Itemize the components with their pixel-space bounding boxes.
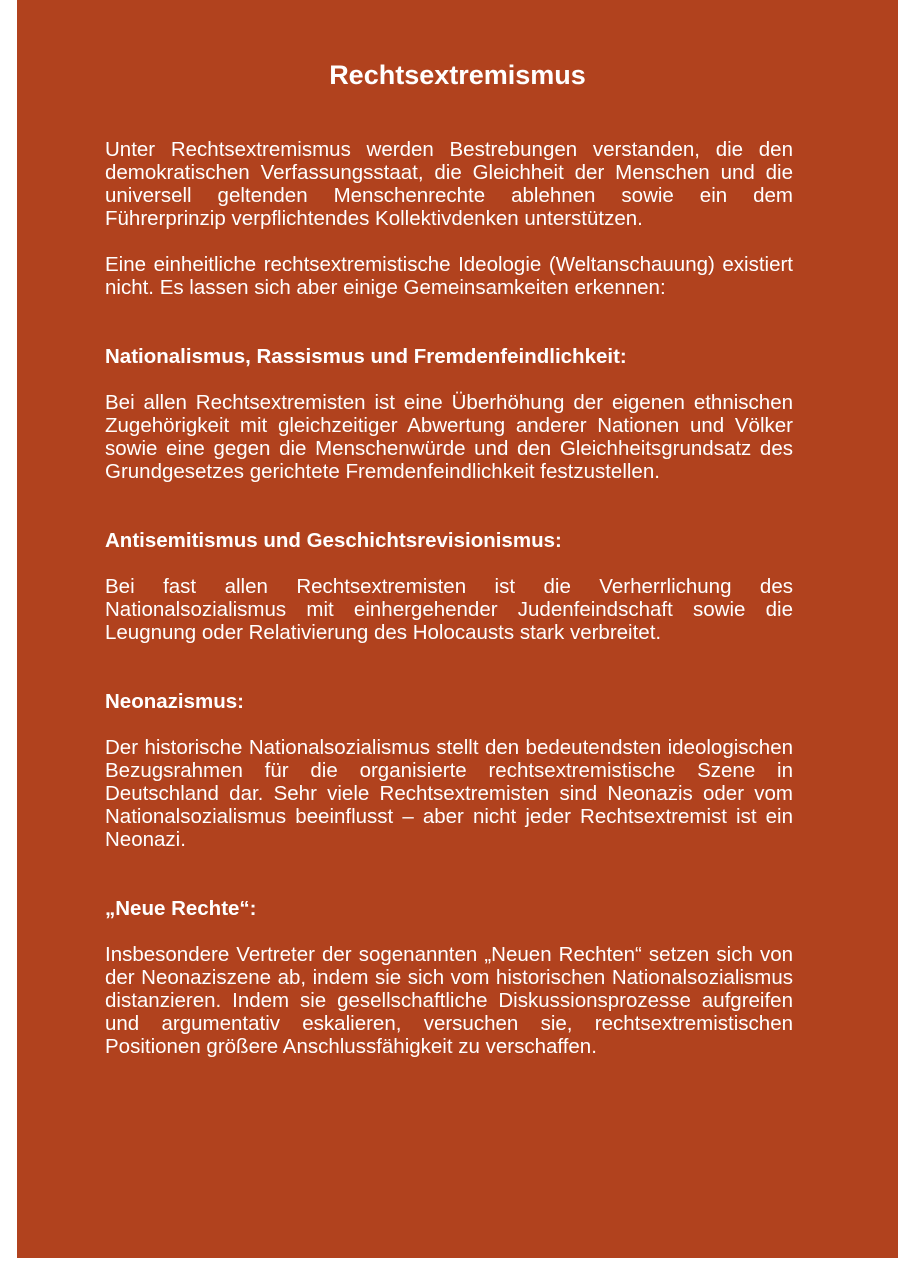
section-body-neonazismus: Der historische Nationalsozialismus stellt den bedeutendsten ideologischen Bezugsrahmen für die organisierte rechtsextremistische Szene in Deutschland dar. Sehr viele Rechtsextremisten sind Neonazis oder vom Nationalsozialismus beeinflusst – aber nicht jeder Rechtsextremist ist ein Neonazi. bbox=[105, 736, 793, 851]
section-heading-antisemitismus: Antisemitismus und Geschichtsrevisionismus: bbox=[105, 529, 562, 552]
spacer bbox=[105, 920, 793, 943]
document-page bbox=[17, 0, 898, 1258]
spacer bbox=[105, 851, 793, 897]
section-body-nationalismus: Bei allen Rechtsextremisten ist eine Überhöhung der eigenen ethnischen Zugehörigkeit mit gleichzeitiger Abwertung anderer Nationen und Völker sowie eine gegen die Menschenwürde und den Gleichheitsgrundsatz des Grundgesetzes gerichtete Fremdenfeindlichkeit festzustellen. bbox=[105, 391, 793, 483]
section-heading-nationalismus: Nationalismus, Rassismus und Fremdenfeindlichkeit: bbox=[105, 345, 627, 368]
section-heading-neonazismus: Neonazismus: bbox=[105, 690, 244, 713]
intro-paragraph-1: Unter Rechtsextremismus werden Bestrebungen verstanden, die den demokratischen Verfassungsstaat, die Gleichheit der Menschen und die universell geltenden Menschenrechte ablehnen sowie ein dem Führerprinzip verpflichtendes Kollektivdenken unterstützen. bbox=[105, 138, 793, 230]
spacer bbox=[105, 368, 793, 391]
intro-paragraph-2: Eine einheitliche rechtsextremistische Ideologie (Weltanschauung) existiert nicht. Es lassen sich aber einige Gemeinsamkeiten erkennen: bbox=[105, 253, 793, 299]
spacer bbox=[105, 644, 793, 690]
section-heading-neue-rechte: „Neue Rechte“: bbox=[105, 897, 257, 920]
section-body-neue-rechte: Insbesondere Vertreter der sogenannten „Neuen Rechten“ setzen sich von der Neonaziszene ab, indem sie sich vom historischen Nationalsozialismus distanzieren. Indem sie gesellschaftliche Diskussionsprozesse aufgreifen und argumentativ eskalieren, versuchen sie, rechtsextremistischen Positionen größere Anschlussfähigkeit zu verschaffen. bbox=[105, 943, 793, 1058]
spacer bbox=[105, 299, 793, 345]
section-body-antisemitismus: Bei fast allen Rechtsextremisten ist die Verherrlichung des Nationalsozialismus mit einhergehender Judenfeindschaft sowie die Leugnung oder Relativierung des Holocausts stark verbreitet. bbox=[105, 575, 793, 644]
spacer bbox=[105, 552, 793, 575]
document-body bbox=[105, 138, 793, 1058]
page-title: Rechtsextremismus bbox=[329, 60, 586, 90]
spacer bbox=[105, 713, 793, 736]
spacer bbox=[105, 230, 793, 253]
spacer bbox=[105, 483, 793, 529]
